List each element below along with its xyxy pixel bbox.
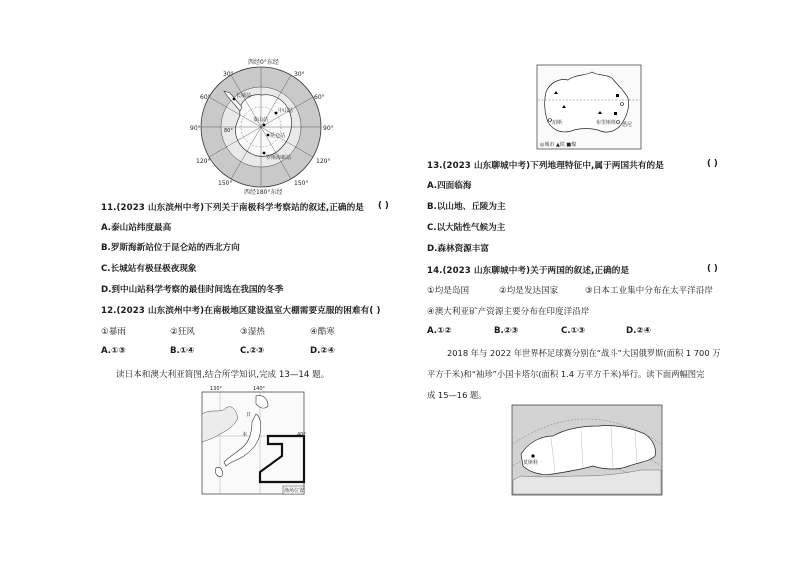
australia-map (536, 64, 642, 150)
station-zhongshan-label: 中山站 (278, 108, 294, 114)
q14-option-c[interactable]: C.①③ (561, 326, 586, 336)
q12-option-a[interactable]: A.①③ (101, 346, 126, 356)
q11-stem: 11.(2023 山东滨州中考)下列关于南极科学考察站的叙述,正确的是 (101, 203, 365, 213)
q11-paren: ( ) (378, 201, 389, 211)
q14-statement-2: ②均是发达国家 (499, 286, 559, 296)
australia-map-legend: ◎城市 ▲铁 ■煤 (540, 142, 577, 148)
intro-13-14: 读日本和澳大利亚简图,结合所学知识,完成 13—14 题。 (116, 370, 330, 380)
lon-120-left-label: 120° (196, 158, 211, 165)
q14-option-b[interactable]: B.②③ (494, 326, 519, 336)
q12-option-c[interactable]: C.②③ (240, 346, 265, 356)
q14-statement-3: ③日本工业集中分布在太平洋沿岸 (585, 286, 714, 296)
lon-150-left-label: 150° (218, 180, 233, 187)
lat-40-label: 40° (297, 432, 306, 438)
q14-option-d[interactable]: D.②④ (626, 326, 651, 336)
label-moscow: 莫斯科 (523, 460, 539, 466)
q11-option-c[interactable]: C.长城站有极昼极夜现象 (101, 264, 197, 274)
q13-option-c[interactable]: C.以大陆性气候为主 (427, 223, 506, 233)
lon-60-right-label: 60° (314, 94, 325, 101)
lon-30-label: 30° (294, 71, 305, 78)
q14-paren: ( ) (707, 264, 718, 274)
intro-15-16-line2: 平方千米)和“袖珍”小国卡塔尔(面积 1.4 万平方千米)举行。读下面两幅图完 (427, 369, 705, 379)
q12-factor-4: ④酷寒 (310, 327, 335, 337)
q12-factor-2: ②狂风 (170, 327, 195, 337)
map-top-label: 西经0°东经 (248, 59, 279, 66)
q14-statement-4: ④澳大利亚矿产资源主要分布在印度洋沿岸 (427, 307, 590, 317)
lat-80-label: 80° (224, 128, 233, 134)
lon-30-label: 30° (223, 71, 234, 78)
place-sydney: 悉尼 (622, 122, 633, 128)
q13-option-b[interactable]: B.以山地、丘陵为主 (427, 202, 506, 212)
q12-factor-3: ③湿热 (240, 327, 265, 337)
q13-stem: 13.(2023 山东聊城中考)下列地理特征中,属于两国共有的是 (427, 161, 664, 171)
q13-paren: ( ) (707, 159, 718, 169)
lon-90-right-label: 90° (323, 125, 334, 132)
label-ri: 日 (246, 412, 252, 418)
station-kunlun-label: 昆仑站 (270, 133, 286, 139)
q12-option-d[interactable]: D.②④ (310, 346, 335, 356)
place-brisbane: 布里斯班 (596, 120, 617, 126)
q12-option-b[interactable]: B.①④ (170, 346, 195, 356)
q12-stem: 12.(2023 山东滨州中考)在南极地区建设温室大棚需要克服的困难有( ) (101, 306, 381, 316)
intro-15-16-line3: 成 15—16 题。 (427, 390, 487, 400)
label-ben: 本 (242, 432, 248, 438)
q11-option-d[interactable]: D.到中山站科学考察的最佳时间选在我国的冬季 (101, 285, 284, 295)
lon-150-right-label: 150° (294, 180, 309, 187)
q11-option-a[interactable]: A.泰山站纬度最高 (101, 223, 172, 233)
lon-140-label: 140° (253, 386, 266, 392)
lon-90-left-label: 90° (190, 125, 201, 132)
antarctica-map (190, 55, 340, 195)
japan-map (198, 384, 308, 496)
station-changcheng-label: 长城站 (236, 93, 252, 99)
station-luosihai-label: 罗斯海新站 (266, 155, 292, 161)
q11-option-b[interactable]: B.罗斯海新站位于昆仑站的西北方向 (101, 243, 240, 253)
lon-130-label: 130° (210, 386, 223, 392)
russia-map (511, 404, 663, 496)
intro-15-16-line1: 2018 年与 2022 年世界杯足球赛分别在“战斗”大国俄罗斯(面积 1 700 万 (447, 348, 721, 358)
q13-option-d[interactable]: D.森林资源丰富 (427, 244, 489, 254)
map-bottom-label: 西经180°东经 (244, 189, 283, 195)
q12-factor-1: ①暴雨 (101, 327, 126, 337)
q14-option-a[interactable]: A.①② (427, 326, 452, 336)
station-taishan-label: 泰山站 (253, 117, 269, 123)
q14-stem: 14.(2023 山东聊城中考)关于两国的叙述,正确的是 (427, 266, 630, 276)
q13-option-a[interactable]: A.四面临海 (427, 181, 472, 191)
q14-statement-1: ①均是岛国 (427, 286, 470, 296)
place-perth: 珀斯 (552, 120, 563, 126)
lon-120-right-label: 120° (316, 158, 331, 165)
lon-60-left-label: 60° (200, 94, 211, 101)
japan-map-legend: 渔场位置 (284, 488, 305, 494)
